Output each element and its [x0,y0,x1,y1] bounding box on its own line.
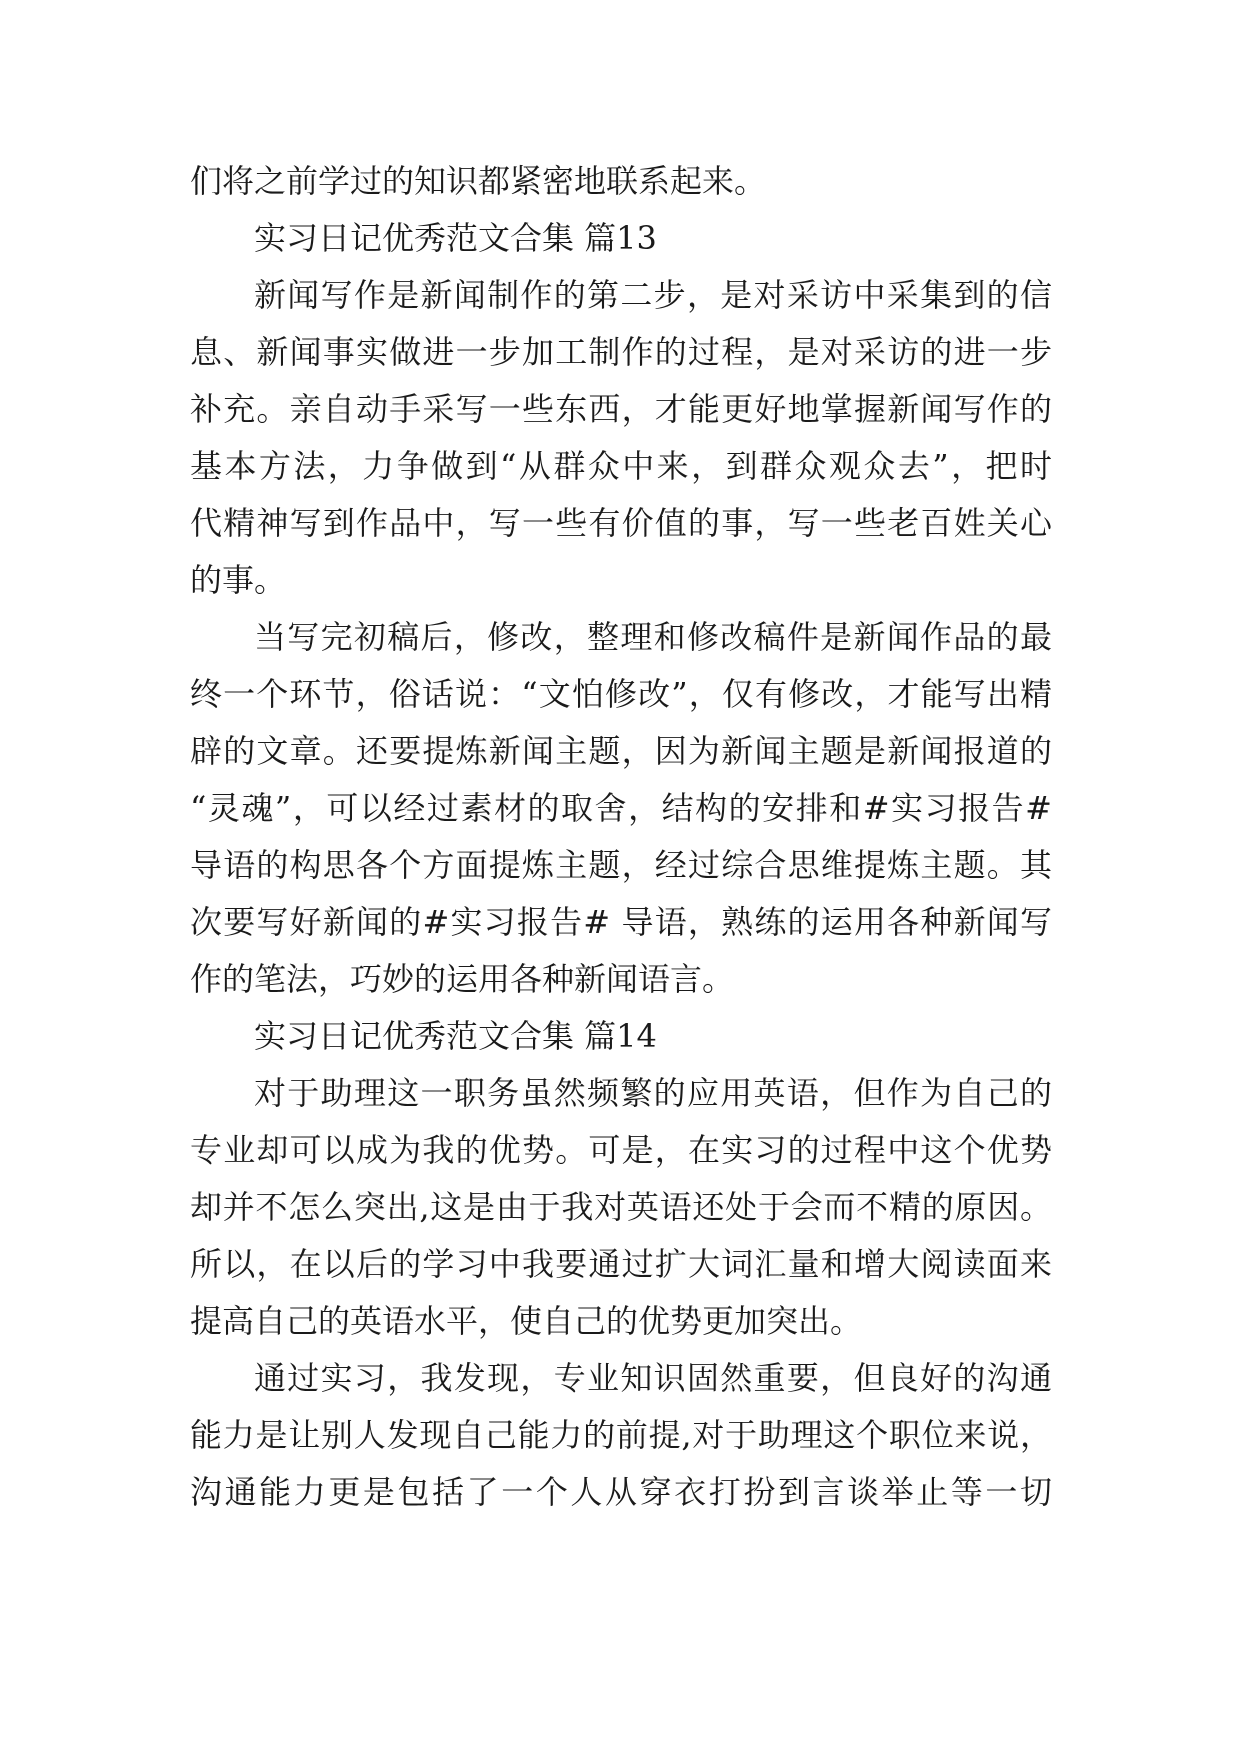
text-line: 们将之前学过的知识都紧密地联系起来。 [190,162,767,200]
document-body [190,153,1052,1521]
text-line: 的事。 [190,561,287,599]
text-line: 实习日记优秀范文合集 篇14 [254,1017,657,1055]
text-line: 通过实习，我发现，专业知识固然重要，但良好的沟通 [254,1359,1052,1397]
text-line: “灵魂”，可以经过素材的取舍，结构的安排和#实习报告# [190,789,1052,827]
text-line: 作的笔法，巧妙的运用各种新闻语言。 [190,960,735,998]
text-line: 专业却可以成为我的优势。可是，在实习的过程中这个优势 [190,1131,1052,1169]
text-line: 所以，在以后的学习中我要通过扩大词汇量和增大阅读面来 [190,1245,1052,1283]
text-line: 补充。亲自动手采写一些东西，才能更好地掌握新闻写作的 [190,390,1052,428]
text-line: 代精神写到作品中，写一些有价值的事，写一些老百姓关心 [190,504,1052,542]
text-line: 却并不怎么突出,这是由于我对英语还处于会而不精的原因。 [190,1188,1052,1226]
text-line: 对于助理这一职务虽然频繁的应用英语，但作为自己的 [254,1074,1052,1112]
text-line: 息、新闻事实做进一步加工制作的过程，是对采访的进一步 [190,333,1052,371]
text-line: 辟的文章。还要提炼新闻主题，因为新闻主题是新闻报道的 [190,732,1052,770]
text-line: 能力是让别人发现自己能力的前提,对于助理这个职位来说， [190,1416,1052,1454]
text-line: 实习日记优秀范文合集 篇13 [254,219,657,257]
text-line: 当写完初稿后，修改，整理和修改稿件是新闻作品的最 [254,618,1052,656]
text-line: 沟通能力更是包括了一个人从穿衣打扮到言谈举止等一切 [190,1473,1052,1511]
text-line: 基本方法，力争做到“从群众中来，到群众观众去”，把时 [190,447,1052,485]
text-line: 次要写好新闻的#实习报告# 导语，熟练的运用各种新闻写 [190,903,1052,941]
text-line: 终一个环节，俗话说：“文怕修改”，仅有修改，才能写出精 [190,675,1052,713]
text-line: 提高自己的英语水平，使自己的优势更加突出。 [190,1302,863,1340]
text-line: 导语的构思各个方面提炼主题，经过综合思维提炼主题。其 [190,846,1052,884]
text-line: 新闻写作是新闻制作的第二步，是对采访中采集到的信 [254,276,1052,314]
